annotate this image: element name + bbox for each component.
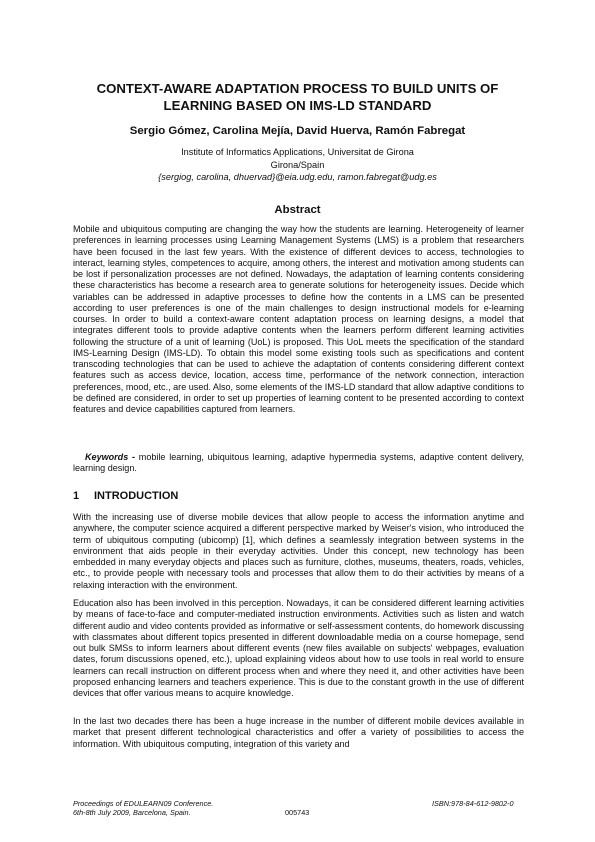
intro-paragraph-2: Education also has been involved in this perception. Nowadays, it can be considered different learning activities by means of face-to-face and computer-mediated instruction environments. Activities such as listen and watch different audio and video contents provided as informative or self-assessment contents, do homework discussing with classmates about different topics presented in different downloadable media on a course homepage, send out bulk SMSs to inform learners about different events (new files available on subjects' webpages, evaluation dates, forum discussions opened, etc.), upload explaining videos about how to use tools in real world to ensure learners can recall instruction on different process when and where they need it, and other activities have been proposed enhancing learners and teachers experience. This is due to the constant growth in the use of different devices that offer various means to acquire knowledge. (73, 598, 524, 698)
footer-proceedings (73, 799, 213, 818)
footer-conference: Proceedings of EDULEARN09 Conference. (73, 799, 214, 808)
keywords-paragraph (73, 452, 524, 475)
section-number: 1 (73, 490, 80, 502)
intro-paragraph-1: With the increasing use of diverse mobile devices that allow people to access the information anytime and anywhere, the computer science acquired a different perspective marked by Weiser's vision, who introduced the term of ubiquitous computing (ubicomp) [1], which defines a seamlessly integration between systems in the environment that aids people in their everyday activities. Under this concept, new technology has been embedded in many everyday objects and places such as furniture, clothes, museums, theaters, roads, vehicles, etc., to provide people with necessary tools and processes that allow them to do their activities by means of a relaxing interaction with the environment. (73, 512, 524, 590)
author-list: Sergio Gómez, Carolina Mejía, David Huerva, Ramón Fabregat (129, 125, 466, 137)
paper-title-line-2: LEARNING BASED ON IMS-LD STANDARD (163, 98, 432, 113)
footer-isbn: ISBN:978-84-612-9802-0 (432, 799, 514, 808)
abstract-heading: Abstract (274, 204, 321, 216)
affiliation-institution: Institute of Informatics Applications, Universitat de Girona (181, 147, 414, 157)
page-number: 005743 (285, 808, 310, 817)
section-title: INTRODUCTION (94, 490, 179, 502)
paper-title (60, 80, 535, 114)
author-emails: {sergiog, carolina, dhuervad}@eia.udg.edu, ramon.fabregat@udg.es (158, 172, 437, 183)
keywords-label: Keywords - (85, 452, 136, 462)
affiliation-block (40, 146, 555, 184)
footer-date-location: 6th-8th July 2009, Barcelona, Spain. (73, 808, 191, 818)
section-heading-introduction (73, 490, 178, 502)
affiliation-location: Girona/Spain (270, 159, 325, 170)
abstract-text: Mobile and ubiquitous computing are changing the way how the students are learning. Heterogeneity of learner preferences in learning processes using Learning Management Systems (LMS) is a problem that researchers have been focused in the last few years. With the existence of different devices to access, technologies to interact, learning styles, competences to acquire, among others, the interest and motivation among students can be lost if personalization processes are not defined. Nowadays, the adaptation of learning contents considering these characteristics has become a research area to generate solutions for heterogeneity issues. Decide which variables can be addressed in adaptive processes to define how the contents in a LMS can be presented according to user preferences is one of the main challenges to design instructional models for e-learning courses. In order to build a context-aware content adaptation process on learning designs, a model that integrates different tools to provide adaptive contents when the learners perform different learning activities following the structure of a unit of learning (UoL) is proposed. This UoL meets the specification of the standard IMS-Learning Design (IMS-LD). To obtain this model some existing tools such as specifications and content transcoding technologies that can be used to achieve the adaptation of contents considering different context features such as access device, location, access time, performance of the network connection, interaction preferences, mood, etc., are used. Also, some elements of the IMS-LD standard that allow adaptive conditions to be defined are considered, in order to set up properties of learning content to be presented according to context features and device capabilities captured from learners. (73, 224, 524, 414)
paper-title-line-1: CONTEXT-AWARE ADAPTATION PROCESS TO BUILD UNITS OF (96, 81, 499, 96)
keywords-text: mobile learning, ubiquitous learning, adaptive hypermedia systems, adaptive content delivery, learning design. (73, 452, 524, 474)
intro-paragraph-3: In the last two decades there has been a huge increase in the number of different mobile devices available in market that present different technological characteristics and offer a variety of possibilities to access the information. With ubiquitous computing, integration of this variety and (73, 716, 524, 749)
